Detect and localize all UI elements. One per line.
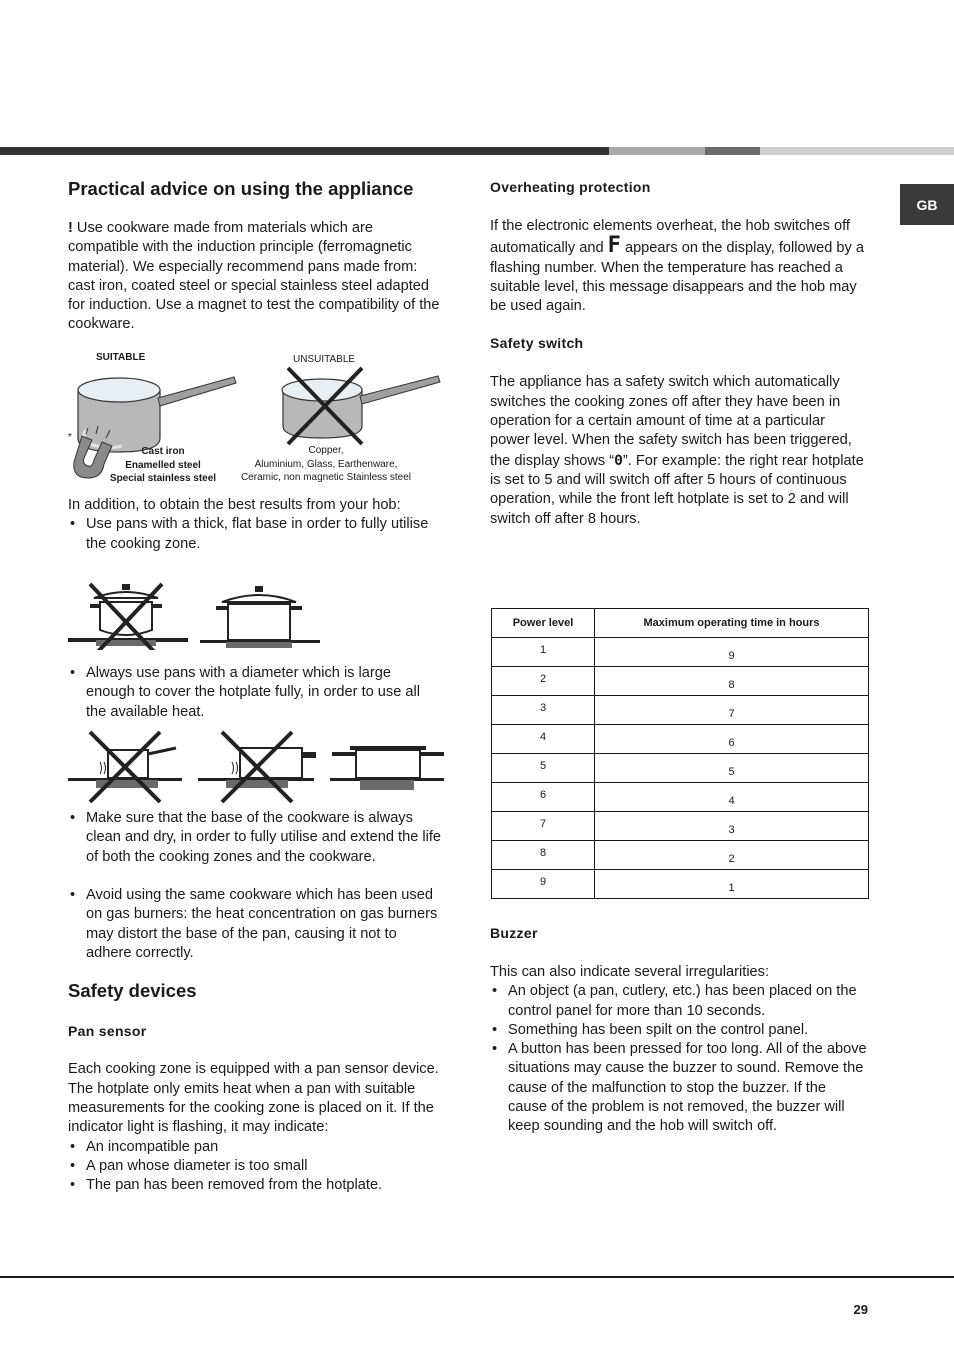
table-header: Power level (492, 609, 595, 638)
intro-paragraph: ! Use cookware made from materials which are compatible with the induction principle (ferromagnetic material). We especially recommend pans made from: cast iron, coated steel or special stainless steel adapted for induction. Use a magnet to test the compatibility of the cookware. (68, 220, 440, 333)
display-zero-icon: 0 (614, 451, 623, 469)
table-header-row (492, 609, 869, 638)
list-item: • A pan whose diameter is too small (68, 1157, 442, 1176)
correct-pan-icon (330, 746, 444, 790)
pan-sensor-text: Each cooking zone is equipped with a pan sensor device. The hotplate only emits heat when a pan with suitable measurements for the cooking zone is placed on it. If the indicator light is flashing, it may indicate: (68, 1061, 439, 1136)
diameter-figure (66, 728, 446, 804)
list-item: • The pan has been removed from the hotplate. (68, 1176, 442, 1195)
buzzer-section (490, 924, 868, 1137)
page-number: 29 (853, 1302, 868, 1317)
suitable-pan-icon (78, 377, 236, 452)
table-row: 4 6 (492, 724, 869, 753)
small-pan-icon (68, 732, 182, 802)
buzzer-intro: This can also indicate several irregularities: (490, 964, 770, 980)
list-item: • Something has been spilt on the control panel. (490, 1021, 868, 1040)
pan-sensor-list (68, 1138, 442, 1196)
list-item: • Use pans with a thick, flat base in order to fully utilise the cooking zone. (68, 515, 442, 554)
table-row: 2 8 (492, 666, 869, 695)
unsuitable-caption: Copper, Aluminium, Glass, Earthenware, Ceramic, non magnetic Stainless steel (240, 445, 412, 483)
warning-mark: ! (68, 220, 73, 236)
safety-switch-text: The appliance has a safety switch which automatically switches the cooking zones off after they have been in operation for a certain amount of time at a particular power level. When the safety switch has been triggered, the display shows “0”. For example: the right rear hotplate is set to 5 and will switch off after 5 hours of continuous operation, while the front left hotplate is set to 2 and will switch off after 8 hours. (490, 374, 864, 527)
safety-devices-title: Safety devices (68, 980, 197, 1002)
header-bar-pale (760, 147, 954, 155)
list-item: • A button has been pressed for too long. All of the above situations may cause the buzzer to sound. Remove the cause of the malfunction to stop the buzzer. If the cause of the problem is not removed, the buzzer will keep sounding and the hob will switch off. (490, 1040, 868, 1136)
left-column (68, 178, 442, 335)
suitability-figure (66, 350, 446, 490)
page-title: Practical advice on using the appliance (68, 178, 414, 199)
advice-list-2 (68, 664, 442, 722)
overheating-title: Overheating protection (490, 179, 651, 195)
good-pan-icon (200, 586, 320, 648)
advice-list-3 (68, 809, 442, 1195)
overheating-text: If the electronic elements overheat, the hob switches off automatically and F appears on the display, followed by a flashing number. When the temperature has reached a suitable level, this message disappears and the hob may be used again. (490, 218, 865, 315)
header-bar-dark (0, 147, 609, 155)
list-item: • An incompatible pan (68, 1138, 442, 1157)
display-f-icon: F (607, 233, 621, 259)
header-bar-mid (705, 147, 760, 155)
table-row: 5 5 (492, 753, 869, 782)
table-row: 9 1 (492, 869, 869, 898)
header-bar-light (609, 147, 705, 155)
list-item: • An object (a pan, cutlery, etc.) has been placed on the control panel for more than 10 seconds. (490, 982, 868, 1021)
power-level-table (491, 608, 869, 899)
pan-sensor-title: Pan sensor (68, 1023, 147, 1040)
table-row: 8 2 (492, 840, 869, 869)
table-row: 6 4 (492, 782, 869, 811)
list-item: • Always use pans with a diameter which is large enough to cover the hotplate fully, in order to use all the available heat. (68, 664, 442, 722)
offset-pan-icon (198, 732, 316, 802)
table-header: Maximum operating time in hours (595, 609, 869, 638)
list-item: • Make sure that the base of the cookware is always clean and dry, in order to fully utilise and extend the life of both the cooking zones and the cookware. (68, 809, 442, 867)
right-column (490, 178, 868, 529)
table-row: 7 3 (492, 811, 869, 840)
in-addition-text: In addition, to obtain the best results from your hob: (68, 497, 401, 513)
language-badge: GB (900, 184, 954, 225)
suitable-label: SUITABLE (96, 352, 146, 363)
unsuitable-pan-icon (282, 368, 440, 444)
unsuitable-label: UNSUITABLE (293, 354, 356, 365)
table-row: 3 7 (492, 695, 869, 724)
buzzer-list (490, 982, 868, 1136)
safety-switch-title: Safety switch (490, 335, 584, 352)
suitable-caption: Cast iron Enamelled steel Special stainless steel (109, 446, 217, 484)
list-item: • Avoid using the same cookware which has been used on gas burners: the heat concentration on gas burners may distort the base of the pan, causing it not to adhere correctly. (68, 886, 442, 963)
asterisk-mark: * (68, 432, 72, 443)
thick-base-figure (66, 580, 326, 650)
bad-pan-icon (68, 584, 188, 650)
footer-rule (0, 1276, 954, 1278)
buzzer-title: Buzzer (490, 925, 538, 941)
advice-list-1 (68, 496, 442, 554)
table-row: 1 9 (492, 637, 869, 666)
